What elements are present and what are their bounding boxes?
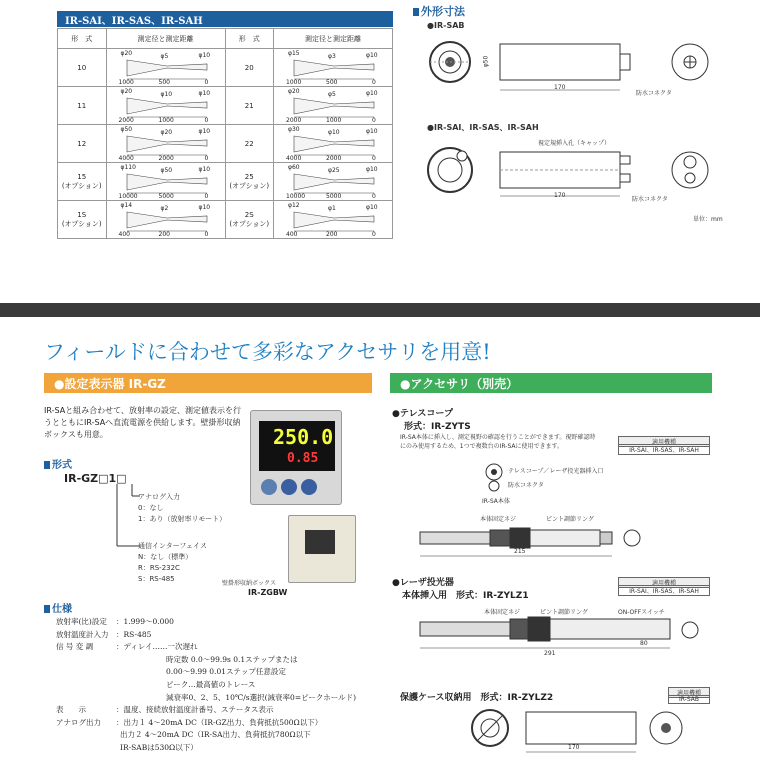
model-cell: 21 bbox=[225, 87, 274, 125]
spec-row bbox=[56, 616, 386, 629]
r4-dist-mid: 200 bbox=[326, 230, 338, 238]
down-button[interactable] bbox=[281, 479, 297, 495]
comm-r: R：RS-232C bbox=[138, 564, 180, 572]
spec-title: 仕様 bbox=[44, 600, 72, 615]
l3-dist-zero: 0 bbox=[204, 192, 209, 200]
spec-value: 時定数 0.0～99.9s 0.1ステップまたは bbox=[166, 654, 298, 664]
model-title: 形式 bbox=[44, 456, 72, 471]
display-pv: 250.0 bbox=[273, 425, 334, 449]
tele-note2: 防水コネクタ bbox=[508, 482, 544, 489]
r2-dist-far: 4000 bbox=[286, 154, 302, 162]
r0-dist-far: 1000 bbox=[286, 78, 302, 86]
tele-applies-value: IR-SAI、IR-SAS、IR-SAH bbox=[618, 444, 710, 455]
spec-value: IR-SABは530Ω以下） bbox=[120, 742, 198, 752]
spec-row bbox=[56, 742, 386, 755]
l3-dist-mid: 5000 bbox=[158, 192, 174, 200]
r3-dia-far: φ60 bbox=[288, 163, 300, 171]
analog-1: 1：あり（放射率リモート） bbox=[138, 515, 227, 523]
laser-len: 291 bbox=[544, 650, 556, 657]
sab-connector: 防水コネクタ bbox=[636, 90, 672, 97]
model-cell: 10 bbox=[58, 49, 107, 87]
display-sv: 0.85 bbox=[287, 451, 319, 466]
r1-dist-mid: 1000 bbox=[326, 116, 342, 124]
spec-value: ：出力１ 4～20mA DC（IR-GZ出力、負荷抵抗500Ω以下） bbox=[116, 717, 323, 727]
r0-dist-zero: 0 bbox=[372, 78, 376, 86]
laser-len2: 80 bbox=[640, 640, 648, 647]
laser-drawing bbox=[400, 614, 710, 654]
r4-dist-far: 400 bbox=[286, 230, 298, 238]
l1-dist-far: 2000 bbox=[118, 116, 134, 124]
model-cell: 15 (オプション) bbox=[58, 163, 107, 201]
l1-dist-mid: 1000 bbox=[158, 116, 174, 124]
table-row bbox=[58, 201, 393, 239]
model-cell: 20 bbox=[225, 49, 274, 87]
r1-dia-mid: φ5 bbox=[328, 90, 336, 98]
irgz-section-header: ●設定表示器 IR-GZ bbox=[44, 373, 372, 393]
tele-note3: IR-SA本体 bbox=[482, 498, 510, 505]
sai-drawing bbox=[420, 140, 720, 210]
section-divider bbox=[0, 303, 760, 317]
table-row bbox=[58, 163, 393, 201]
l2-dist-mid: 2000 bbox=[158, 154, 174, 162]
r3-dist-zero: 0 bbox=[372, 192, 376, 200]
spec-value: 0.00～9.99 0.01ステップ任意設定 bbox=[166, 667, 286, 677]
laser-ring: ピント調節リング bbox=[540, 609, 588, 616]
l2-dia-lens: φ10 bbox=[198, 127, 211, 135]
diagram-cell bbox=[274, 87, 393, 125]
l4-dist-mid: 200 bbox=[158, 230, 170, 238]
case-model: 保護ケース収納用 形式：IR-ZYLZ2 bbox=[400, 693, 554, 703]
r0-dia-mid: φ3 bbox=[328, 52, 336, 60]
sab-label: ●IR-SAB bbox=[427, 21, 465, 30]
spec-row bbox=[56, 629, 386, 642]
box-caption: 壁掛形収納ボックス bbox=[222, 580, 276, 587]
r2-dist-zero: 0 bbox=[372, 154, 376, 162]
l3-dist-far: 10000 bbox=[118, 192, 138, 200]
l4-dist-far: 400 bbox=[118, 230, 130, 238]
sab-drawing bbox=[420, 32, 720, 112]
unit-label: 単位：mm bbox=[693, 216, 723, 223]
spec-key: アナログ出力 bbox=[56, 717, 101, 727]
l4-dia-mid: φ2 bbox=[160, 204, 169, 212]
tele-note1: テレスコープ／レーザ投光器挿入口 bbox=[508, 468, 604, 475]
tele-ring: ピント調節リング bbox=[546, 516, 594, 523]
spec-value: ：RS-485 bbox=[116, 629, 152, 639]
diagram-cell bbox=[106, 49, 225, 87]
diagram-cell bbox=[274, 201, 393, 239]
diagram-cell bbox=[274, 49, 393, 87]
l0-dist-mid: 500 bbox=[158, 78, 170, 86]
r2-dia-lens: φ10 bbox=[366, 127, 378, 135]
tele-title: ●テレスコープ bbox=[392, 409, 453, 419]
r2-dia-far: φ30 bbox=[288, 125, 300, 133]
laser-applies-label: 適用機種 bbox=[618, 577, 710, 588]
l4-dia-far: φ14 bbox=[120, 201, 133, 209]
case-drawing bbox=[466, 704, 696, 756]
tele-len: 215 bbox=[514, 548, 526, 555]
tele-applies-label: 適用機種 bbox=[618, 436, 710, 447]
r1-dia-lens: φ10 bbox=[366, 89, 378, 97]
dims-title: 外形寸法 bbox=[413, 3, 465, 19]
l3-dia-lens: φ10 bbox=[198, 165, 211, 173]
col-header-model-right: 形 式 bbox=[225, 29, 274, 49]
headline: フィールドに合わせて多彩なアクセサリを用意! bbox=[44, 340, 491, 364]
diagram-cell bbox=[106, 201, 225, 239]
table-title: IR-SAI、IR-SAS、IR-SAH bbox=[57, 11, 393, 27]
r4-dia-mid: φ1 bbox=[328, 204, 336, 212]
r0-dia-far: φ15 bbox=[288, 49, 300, 57]
spec-row bbox=[56, 729, 386, 742]
box-model: IR-ZGBW bbox=[248, 588, 288, 597]
spec-row bbox=[56, 654, 386, 667]
diagram-cell bbox=[274, 125, 393, 163]
model-cell: 22 bbox=[225, 125, 274, 163]
spec-value: ピーク…最高値のトレース bbox=[166, 679, 256, 689]
spec-list bbox=[56, 616, 386, 755]
spec-value: ：温度、接続放射温度計番号、ステータス表示 bbox=[116, 705, 274, 715]
model-cell: 11 bbox=[58, 87, 107, 125]
col-header-model-left: 形 式 bbox=[58, 29, 107, 49]
spec-row bbox=[56, 692, 386, 705]
spec-key: 放射率(比)設定 bbox=[56, 617, 107, 626]
model-code: IR-GZ□1□ bbox=[64, 472, 127, 485]
l1-dia-lens: φ10 bbox=[198, 89, 211, 97]
spec-row bbox=[56, 679, 386, 692]
model-cell: 2S (オプション) bbox=[225, 201, 274, 239]
l3-dia-mid: φ50 bbox=[160, 166, 173, 174]
sab-dim-len: 170 bbox=[554, 84, 566, 91]
col-header-diag-right: 測定径と測定距離 bbox=[274, 29, 393, 49]
r4-dia-far: φ12 bbox=[288, 201, 300, 209]
spec-row bbox=[56, 666, 386, 679]
sai-connector: 防水コネクタ bbox=[632, 196, 668, 203]
l1-dist-zero: 0 bbox=[204, 116, 209, 124]
r3-dia-lens: φ10 bbox=[366, 165, 378, 173]
spec-key: 表 示 bbox=[56, 705, 86, 715]
spec-value: ：ディレイ……一次遅れ bbox=[116, 642, 198, 652]
l4-dia-lens: φ10 bbox=[198, 203, 211, 211]
l2-dia-far: φ50 bbox=[120, 125, 133, 133]
diagram-cell bbox=[106, 163, 225, 201]
spec-key: 放射温度計入力 bbox=[56, 629, 109, 639]
l0-dia-far: φ20 bbox=[120, 49, 133, 57]
l3-dia-far: φ110 bbox=[120, 163, 136, 171]
l2-dia-mid: φ20 bbox=[160, 128, 173, 136]
diagram-cell bbox=[274, 163, 393, 201]
laser-model: 本体挿入用 形式：IR-ZYLZ1 bbox=[402, 591, 529, 601]
r3-dia-mid: φ25 bbox=[328, 166, 340, 174]
r3-dist-mid: 5000 bbox=[326, 192, 342, 200]
set-button[interactable] bbox=[261, 479, 277, 495]
tele-drawing bbox=[400, 522, 660, 562]
r2-dist-mid: 2000 bbox=[326, 154, 342, 162]
irgz-desc: IR-SAと組み合わせて、放射率の設定、測定値表示を行うとともにIR-SAへ直流電源を供給します。壁掛形収納ボックスも用意。 bbox=[44, 406, 242, 439]
l0-dia-lens: φ10 bbox=[198, 51, 211, 59]
r4-dist-zero: 0 bbox=[372, 230, 376, 238]
r1-dist-zero: 0 bbox=[372, 116, 376, 124]
col-header-diag-left: 測定径と測定距離 bbox=[106, 29, 225, 49]
laser-applies-value: IR-SAI、IR-SAS、IR-SAH bbox=[618, 585, 710, 596]
irgz-device bbox=[250, 410, 342, 505]
table-row bbox=[58, 125, 393, 163]
analog-0: 0：なし bbox=[138, 504, 164, 512]
r2-dia-mid: φ10 bbox=[328, 128, 340, 136]
spec-value: ：1.999～0.000 bbox=[116, 617, 174, 626]
spec-value: 出力２ 4～20mA DC（IR-SA出力、負荷抵抗780Ω以下 bbox=[120, 730, 311, 740]
scope-hole-label: 視定規挿入孔（キャップ） bbox=[538, 140, 611, 147]
spec-row bbox=[56, 717, 386, 730]
comm-n: N：なし（標準） bbox=[138, 553, 193, 561]
measurement-table bbox=[57, 28, 393, 239]
up-button[interactable] bbox=[301, 479, 317, 495]
model-cell: 1S (オプション) bbox=[58, 201, 107, 239]
spec-row bbox=[56, 641, 386, 654]
diagram-cell bbox=[106, 125, 225, 163]
l0-dist-zero: 0 bbox=[204, 78, 209, 86]
model-cell: 25 (オプション) bbox=[225, 163, 274, 201]
accessory-section-header: ●アクセサリ（別売） bbox=[390, 373, 712, 393]
table-row bbox=[58, 87, 393, 125]
l0-dist-far: 1000 bbox=[118, 78, 134, 86]
comm-title: 通信インターフェイス bbox=[138, 542, 207, 550]
laser-title: ●レーザ投光器 bbox=[392, 578, 454, 588]
l0-dia-mid: φ5 bbox=[160, 52, 169, 60]
table-row bbox=[58, 49, 393, 87]
l2-dist-zero: 0 bbox=[204, 154, 209, 162]
case-len: 170 bbox=[568, 744, 580, 751]
laser-fix: 本体固定ネジ bbox=[484, 609, 521, 616]
tele-desc: IR-SA本体に挿入し、測定視野の確認を行うことができます。視野確認時にのみ使用するため、1つで複数台のIR-SAに使用できます。 bbox=[400, 434, 596, 450]
r1-dia-far: φ20 bbox=[288, 87, 300, 95]
l1-dia-far: φ20 bbox=[120, 87, 133, 95]
r4-dia-lens: φ10 bbox=[366, 203, 378, 211]
comm-s: S：RS-485 bbox=[138, 575, 175, 583]
r0-dia-lens: φ10 bbox=[366, 51, 378, 59]
r0-dist-mid: 500 bbox=[326, 78, 338, 86]
spec-row bbox=[56, 704, 386, 717]
model-cell: 12 bbox=[58, 125, 107, 163]
tele-model: 形式：IR-ZYTS bbox=[404, 422, 471, 432]
spec-key: 信 号 変 調 bbox=[56, 642, 94, 652]
analog-in: アナログ入力 bbox=[138, 493, 180, 501]
r3-dist-far: 10000 bbox=[286, 192, 306, 200]
sab-dim-dia: φ50 bbox=[482, 55, 490, 68]
wall-box bbox=[288, 515, 356, 583]
tele-fix: 本体固定ネジ bbox=[480, 516, 517, 523]
spec-value: 減衰率0、2、5、10℃/s選択(減衰率0=ピークホールド) bbox=[166, 692, 357, 702]
sai-label: ●IR-SAI、IR-SAS、IR-SAH bbox=[427, 123, 539, 132]
case-applies-value: IR-SAB bbox=[668, 695, 710, 704]
l2-dist-far: 4000 bbox=[118, 154, 134, 162]
laser-switch: ON-OFFスイッチ bbox=[618, 609, 665, 616]
diagram-cell bbox=[106, 87, 225, 125]
l4-dist-zero: 0 bbox=[204, 230, 209, 238]
l1-dia-mid: φ10 bbox=[160, 90, 173, 98]
case-applies-label: 適用機種 bbox=[668, 687, 710, 698]
r1-dist-far: 2000 bbox=[286, 116, 302, 124]
sai-dim-len: 170 bbox=[554, 192, 566, 199]
